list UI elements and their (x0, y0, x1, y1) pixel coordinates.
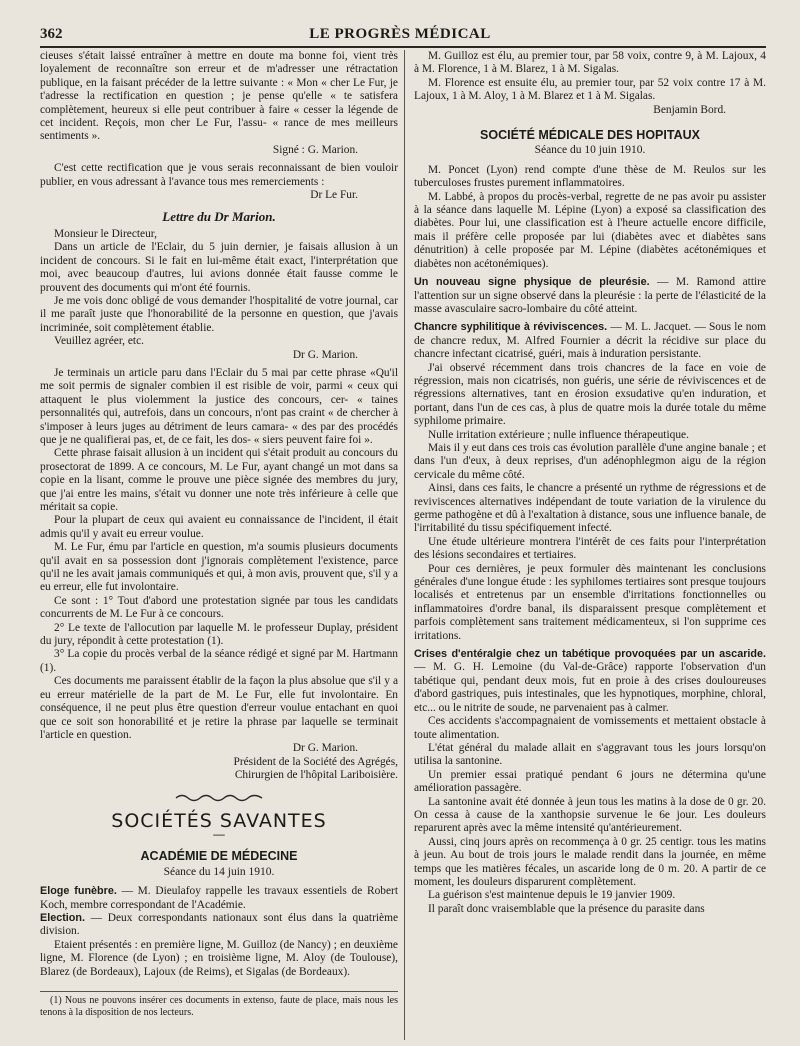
paragraph: Cette phrase faisait allusion à un incident qui s'était produit au concours du prosectorat de 1899. A ce concours, M. Le Fur, ayant changé un mot dans sa copie en la lisant, comme le prouve une pièce signée des membres du jury, que j'ai entre les mains, s'était vu donner une note très inférieure à celle que méritait sa copie. (40, 447, 398, 513)
paragraph: Ces accidents s'accompagnaient de vomissements et mettaient obstacle à toute alimentation. (414, 715, 766, 741)
dash-divider: — (213, 829, 225, 842)
paragraph: M. Florence est ensuite élu, au premier tour, par 52 voix contre 17 à M. Lajoux, 1 à M. Aloy, 1 à M. Blarez et 1 à M. Sigalas. (414, 76, 766, 103)
paragraph: Etaient présentés : en première ligne, M. Guilloz (de Nancy) ; en deuxième ligne, M. Florence (de Lyon) ; en troisième ligne, M. Aloy (de Toulouse), Blarez (de Bordeaux), Lajoux (de Reims), et Sigalas (de Bordeaux). (40, 938, 398, 978)
paragraph: Ces documents me paraissent établir de la façon la plus absolue que s'il y a eu erreur matérielle de la part de M. Le Fur, elle fut involontaire. En conséquence, il ne peut plus être question d'erreur voulue entachant en quoi que ce soit son honorabilité et je retire la phrase par laquelle se terminait l'article en question. (40, 675, 398, 741)
paragraph: Eloge funèbre. — M. Dieulafoy rappelle les travaux essentiels de Robert Koch, membre correspondant de l'Académie. (40, 885, 399, 911)
signature: Dr G. Marion. (292, 742, 358, 755)
ornament-divider (40, 793, 398, 807)
letter-title: Lettre du Dr Marion. (162, 209, 276, 225)
paragraph: M. Poncet (Lyon) rend compte d'une thèse de M. Reulos sur les tuberculoses frustes purement inflammatoires. (414, 163, 766, 190)
footnote-text: (1) Nous ne pouvons insérer ces documents in extenso, faute de place, mais nous les tenons à la disposition de nos lecteurs. (40, 995, 398, 1018)
paragraph: Crises d'entéralgie chez un tabétique provoquées par un ascaride. — M. G. H. Lemoine (du Val-de-Grâce) rapporte l'observation d'un tabétique qui, pendant deux mois, fut en proie à des crises douloureuses d'abord gastriques, puis intestinales, que les hypnotiques, morphine, chloral, etc... ou le nitrite de soude, ne parvenaient pas à calmer. (414, 648, 766, 714)
paragraph: Ainsi, dans ces faits, le chancre a présenté un rythme de régressions et de reviviscences alternatives indépendant de toute variation de la virulence du germe pathogène et dû à l'exaltation à distance, sous une influence banale, de l'irritabilité du tissu spécifiquement infecté. (414, 482, 766, 535)
paragraph: Election. — Deux correspondants nationaux sont élus dans la quatrième division. (40, 911, 398, 938)
paragraph: Chancre syphilitique à réviviscences. — M. L. Jacquet. — Sous le nom de chancre redux, M. Alfred Fournier a décrit la récidive sur place du chancre infectant cicatrisé, guéri, mais à induration persistante. (414, 321, 766, 361)
society-title: SOCIÉTÉ MÉDICALE DES HOPITAUX (480, 128, 700, 143)
academy-title: ACADÉMIE DE MÉDECINE (140, 849, 298, 864)
signature: Signé : G. Marion. (272, 143, 358, 156)
paragraph: Aussi, cinq jours après on recommença à 0 gr. 25 centigr. tous les matins à jeun. Au bout de trois jours le malade rendit dans la journée, en même temps que les matières fécales, un ascaride long de 0 m. 20. A partir de ce moment, les douleurs disparurent complètement. (414, 835, 766, 888)
journal-title: LE PROGRÈS MÉDICAL (309, 26, 491, 42)
header-rule (40, 46, 766, 48)
page-header (40, 26, 760, 44)
paragraph: cieuses s'était laissé entraîner à mettre en doute ma bonne foi, vient très loyalement de reconnaître son erreur et de m'adresser une rétractation publique, en la faisant précéder de la lettre suivante : « Mon « cher Le Fur, je t'adresse la rectification en question ; je pense qu'elle « te satisfera complètement, heureux si elle peut contribuer à faire « cesser la légende de cet incident. Reçois, mon cher Le Fur, l'assu- « rance de mes meilleurs sentiments ». (40, 50, 398, 143)
paragraph: M. Le Fur, ému par l'article en question, m'a soumis plusieurs documents qu'il avait en sa possession dont j'ignorais complètement l'existence, parce qu'il ne les avait jamais communiqués et qui, à mon avis, prouvent que, s'il y a eu erreur, elle fut involontaire. (40, 541, 398, 594)
paragraph: Je terminais un article paru dans l'Eclair du 5 mai par cette phrase «Qu'il me soit permis de signaler combien il est risible de voir, parmi « ceux qui attaquent le plus violemment la justice des concours, cer- « taines personnalités qui, autrefois, dans un concours, n'ont pas craint « de chercher à s'imposer à leurs juges au détriment de leurs camara- « des par des procédés que je ne qualifierai pas, et, de ce fait, les dos- « siers peuvent faire foi ». (40, 366, 398, 446)
paragraph: M. Guilloz est élu, au premier tour, par 58 voix, contre 9, à M. Lajoux, 4 à M. Florence, 1 à M. Blarez, 1 à M. Sigalas. (414, 50, 766, 76)
paragraph: Un nouveau signe physique de pleurésie. — M. Ramond attire l'attention sur un signe observé dans la pleurésie : la perte de l'élasticité de la masse avasculaire sacro-lombaire du côté atteint. (414, 276, 766, 315)
signature: Dr G. Marion. (292, 348, 358, 361)
paragraph: Je me vois donc obligé de vous demander l'hospitalité de votre journal, car il me paraît juste que l'honorabilité de la personne en question, que j'avais incriminée, soit complètement établie. (40, 294, 398, 334)
paragraph: C'est cette rectification que je vous serais reconnaissant de bien vouloir publier, en vous adressant à l'avance tous mes remerciements : (40, 162, 398, 188)
signature: Benjamin Bord. (653, 103, 726, 116)
salutation: Monsieur le Directeur, (54, 227, 157, 240)
paragraph: Nulle irritation extérieure ; nulle influence thérapeutique. (428, 428, 689, 441)
signature-title: Chirurgien de l'hôpital Lariboisière. (234, 769, 398, 782)
column-divider (404, 50, 405, 1040)
paragraph: M. Labbé, à propos du procès-verbal, regrette de ne pas avoir pu assister à la séance dans laquelle M. Lépine (Lyon) a exposé sa classification des diabètes. Pour lui, une classification est à l'heure actuelle encore difficile, mais il préfère celle proposée par lui (diabètes avec et diabètes sans dénutrition) à celle proposée par M. Lépine (diabètes acétonémiques et diabètes non acétonémiques). (414, 190, 766, 270)
paragraph: Mais il y eut dans ces trois cas évolution parallèle d'une angine banale ; et dans l'un d'eux, à deux reprises, d'un adénophlegmon aigu de la région cervicale du même côté. (414, 441, 766, 481)
left-column (40, 50, 398, 1019)
paragraph: 3° La copie du procès verbal de la séance rédigé et signé par M. Hartmann (1). (40, 648, 398, 674)
signature: Dr Le Fur. (310, 189, 358, 202)
paragraph: Un premier essai pratiqué pendant 6 jours ne détermina qu'une amélioration passagère. (414, 768, 766, 795)
paragraph: Il paraît donc vraisemblable que la présence du parasite dans (428, 902, 705, 915)
paragraph: Ce sont : 1° Tout d'abord une protestation signée par tous les candidats concurrents de M. Le Fur à ce concours. (40, 594, 398, 621)
page-number: 362 (40, 26, 63, 42)
footnote (40, 991, 398, 1019)
paragraph: La santonine avait été donnée à jeun tous les matins à la dose de 0 gr. 20. On cessa à cause de la xanthopsie survenue le 6e jour. Les douleurs reparurent après avec la même intensité qu'antérieurement. (414, 795, 766, 835)
right-column (414, 50, 766, 916)
paragraph: Pour la plupart de ceux qui avaient eu connaissance de l'incident, il était admis qu'il y avait eu erreur voulue. (40, 514, 398, 540)
section-title: SOCIÉTÉS SAVANTES (111, 809, 327, 832)
society-session: Séance du 10 juin 1910. (534, 144, 646, 157)
paragraph: L'état général du malade allait en s'aggravant tous les jours lorsqu'on utilisa la santonine. (414, 741, 766, 768)
paragraph: Veuillez agréer, etc. (54, 335, 144, 348)
paragraph: Dans un article de l'Eclair, du 5 juin dernier, je faisais allusion à un incident de concours. Si le fait en lui-même était exact, l'interprétation que moi, avec beaucoup d'autres, lui avions donnée était fausse comme le prouvent des documents qui m'ont été fournis. (40, 241, 398, 294)
signature-title: Président de la Société des Agrégés, (233, 755, 398, 768)
academy-session: Séance du 14 juin 1910. (163, 865, 275, 878)
paragraph: 2° Le texte de l'allocution par laquelle M. le professeur Duplay, président du jury, répondit à cette protestation (1). (40, 621, 398, 648)
paragraph: Pour ces dernières, je peux formuler dès maintenant les conclusions générales d'une longue étude : les syphilomes tertiaires sont presque toujours localisés et entretenus par un ensemble d'irritations fonctionnelles ou inflammatoires d'ordre banal, ils disparaissent presque complètement et parfois complètement sans traitement médicamenteux, si l'on supprime ces irritations. (414, 562, 766, 642)
paragraph: La guérison s'est maintenue depuis le 19 janvier 1909. (428, 889, 676, 902)
paragraph: J'ai observé récemment dans trois chancres de la face en voie de régression, mais non cicatrisés, non guéris, une série de réviviscences et de régressions alternatives, tant en érosion exsudative qu'en induration, et portant, dans l'un de ces cas, à plus de quatre mois la durée totale du même syphilome primaire. (414, 361, 766, 428)
paragraph: Une étude ultérieure montrera l'intérêt de ces faits pour l'interprétation des lésions secondaires et tertiaires. (414, 535, 766, 562)
